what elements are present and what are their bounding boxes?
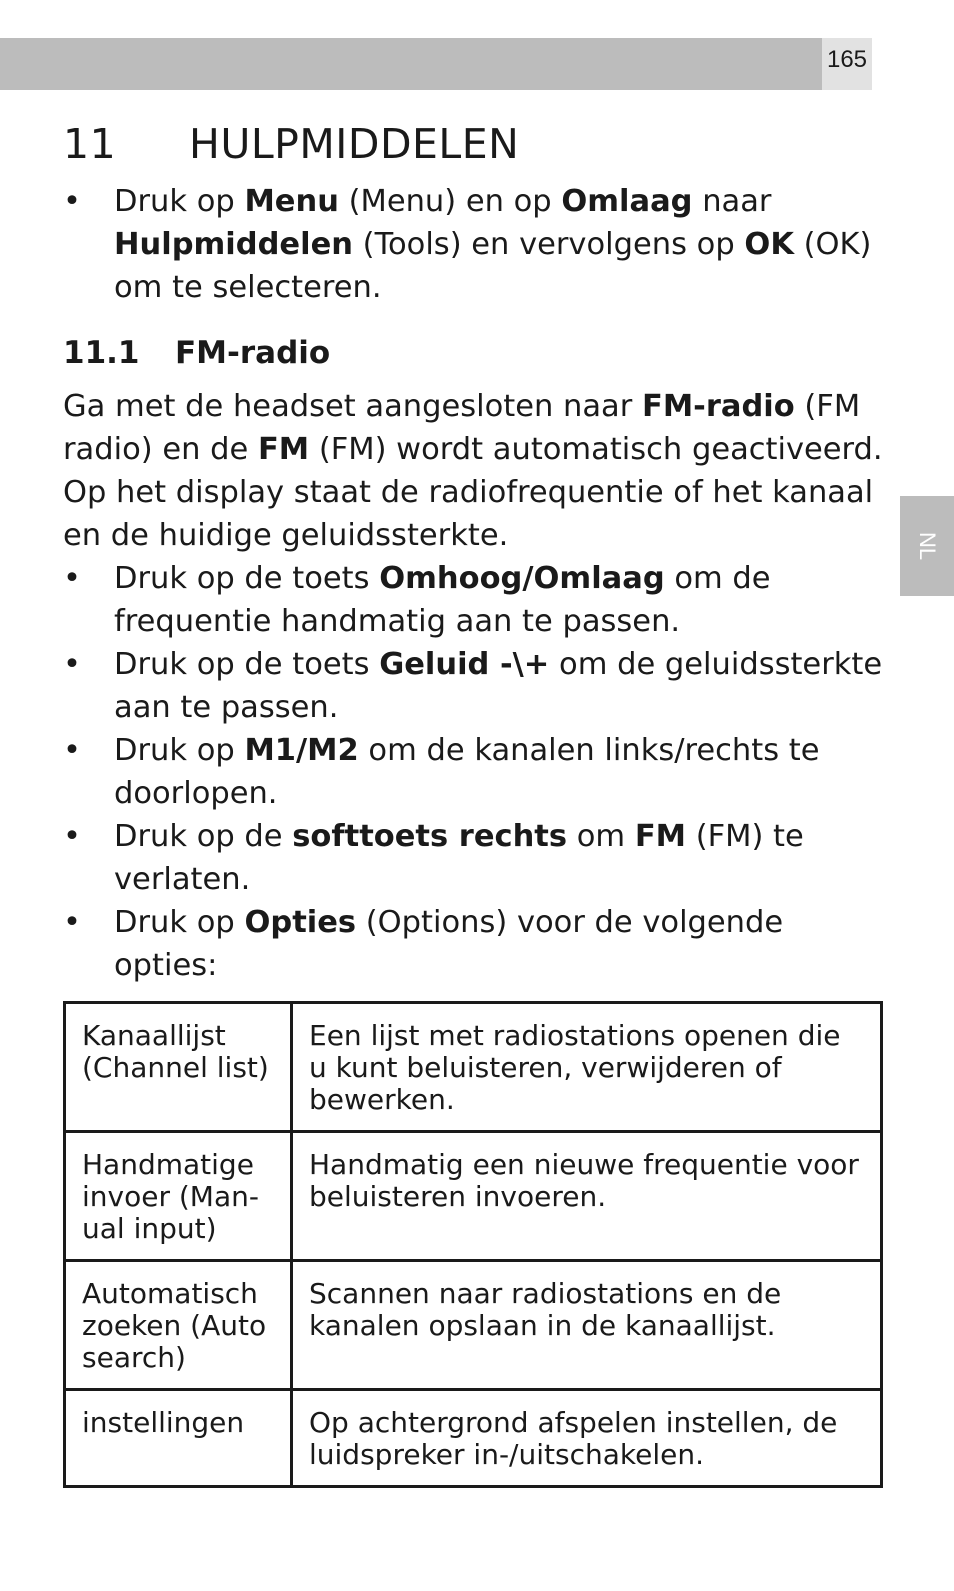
- bold-term: Opties: [244, 905, 357, 940]
- language-tab-label: NL: [915, 531, 940, 561]
- header-bar: [0, 38, 822, 90]
- language-tab: [900, 496, 954, 596]
- text: om de geluidssterkte aan te passen.: [114, 647, 883, 725]
- bold-term: Omhoog/Omlaag: [379, 561, 665, 596]
- option-name: instellingen: [65, 1390, 292, 1487]
- table-row: [65, 1390, 882, 1487]
- text: (Menu) en op: [338, 184, 562, 219]
- bold-term: FM: [634, 819, 686, 854]
- page-content: [63, 116, 893, 987]
- text: (Options) voor de volgende opties:: [114, 905, 784, 983]
- text: om de frequentie handmatig aan te passen.: [114, 561, 771, 639]
- list-item: [63, 815, 893, 901]
- body-paragraph: [63, 385, 893, 557]
- list-item: [63, 729, 893, 815]
- text: (FM) wordt automatisch geactiveerd. Op het display staat de radiofrequentie of het kanaal en de huidige geluidssterkte.: [63, 432, 883, 553]
- bold-term: M1/M2: [244, 733, 359, 768]
- list-item: [63, 901, 893, 987]
- text: (FM radio) en de: [63, 389, 861, 467]
- option-description: Op achtergrond afspelen instellen, de luidspreker in-/uitschakelen.: [292, 1390, 882, 1487]
- list-item: [63, 557, 893, 643]
- text: Druk op de toets: [114, 561, 380, 596]
- bold-term: OK: [744, 227, 794, 262]
- page-number: 165: [826, 46, 868, 73]
- option-description: Een lijst met radiostations openen die u kunt beluisteren, verwijderen of bewerken.: [292, 1003, 882, 1132]
- bold-term: Geluid -\+: [379, 647, 550, 682]
- section-number: 11.1: [63, 335, 140, 371]
- option-description: Scannen naar radiostations en de kanalen opslaan in de kanaallijst.: [292, 1261, 882, 1390]
- text: om: [567, 819, 635, 854]
- table-row: [65, 1003, 882, 1132]
- option-description: Handmatig een nieuwe frequentie voor beluisteren invoeren.: [292, 1132, 882, 1261]
- option-name: Handmatige invoer (Manual input): [65, 1132, 292, 1261]
- chapter-title: HULPMIDDELEN: [189, 120, 520, 168]
- table-row: [65, 1132, 882, 1261]
- table-row: [65, 1261, 882, 1390]
- list-item: [63, 643, 893, 729]
- chapter-heading: [63, 116, 893, 172]
- intro-bullet: [63, 180, 893, 309]
- section-title: FM-radio: [175, 335, 331, 371]
- text: (Tools) en vervolgens op: [352, 227, 745, 262]
- text: naar: [692, 184, 772, 219]
- text: Druk op: [114, 905, 245, 940]
- chapter-number: 11: [63, 120, 117, 168]
- option-name: Automatisch zoeken (Auto search): [65, 1261, 292, 1390]
- bold-term: FM: [257, 432, 310, 467]
- text: Druk op: [114, 733, 245, 768]
- option-name: Kanaallijst (Channel list): [65, 1003, 292, 1132]
- bold-term: Menu: [244, 184, 339, 219]
- bold-term: softtoets rechts: [292, 819, 568, 854]
- bold-term: Hulpmiddelen: [114, 227, 353, 262]
- options-table: [63, 1001, 883, 1488]
- text: (OK) om te selecteren.: [114, 227, 872, 305]
- page-number-box: [822, 38, 872, 90]
- text: Ga met de headset aangesloten naar: [63, 389, 642, 424]
- text: Druk op de: [114, 819, 293, 854]
- text: Druk op: [114, 184, 245, 219]
- text: Druk op de toets: [114, 647, 380, 682]
- bold-term: Omlaag: [561, 184, 693, 219]
- section-heading: [63, 331, 893, 375]
- bold-term: FM-radio: [641, 389, 795, 424]
- text: (FM) te verlaten.: [114, 819, 804, 897]
- text: om de kanalen links/rechts te doorlopen.: [114, 733, 820, 811]
